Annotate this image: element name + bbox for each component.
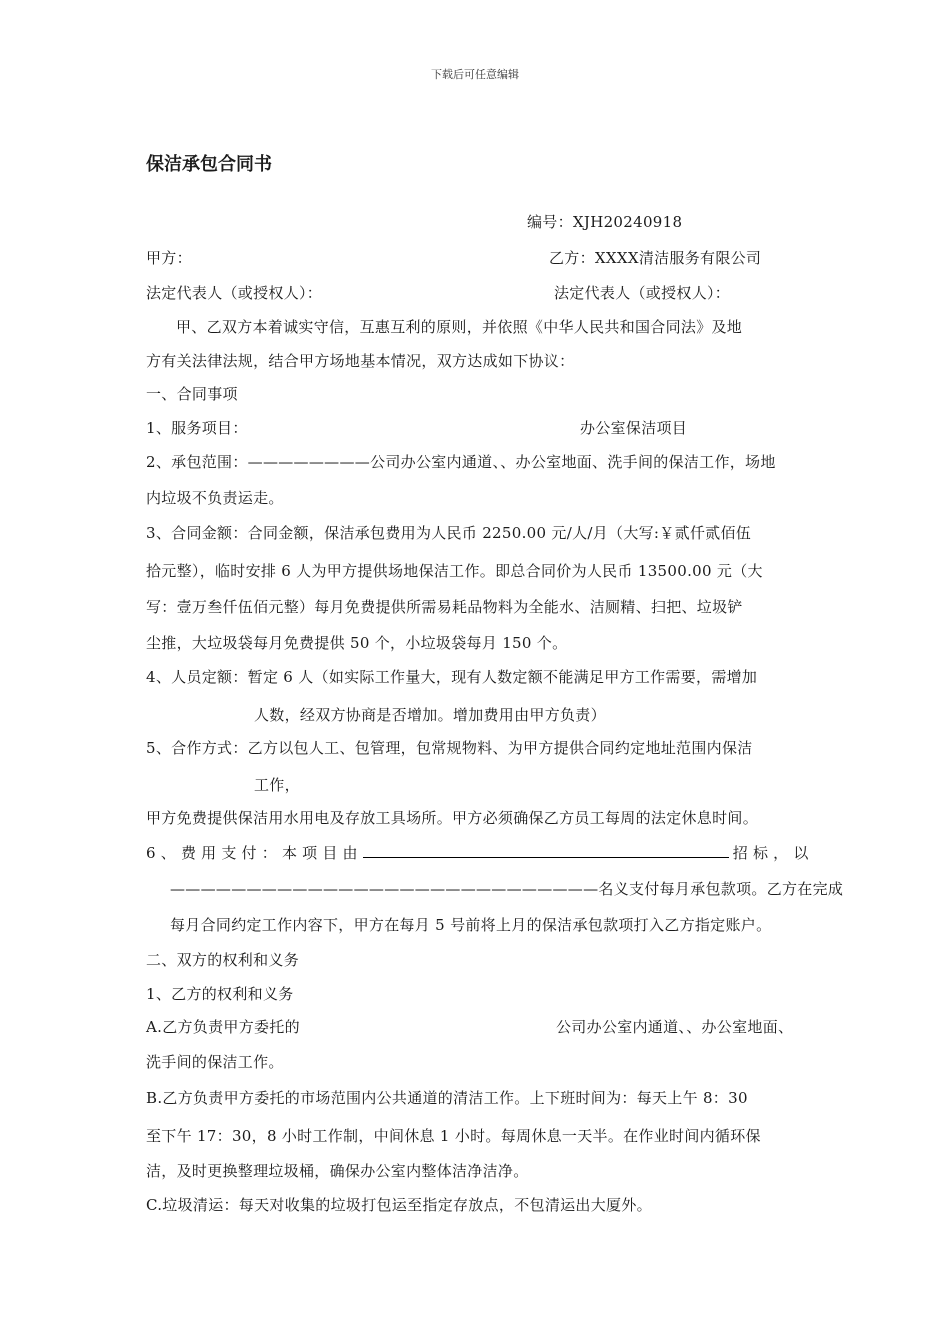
clause-line: 5、合作方式：乙方以包人工、包管理，包常规物料、为甲方提供合同约定地址范围内保洁 — [146, 739, 753, 757]
clause-line: 每月合同约定工作内容下，甲方在每月 5 号前将上月的保洁承包款项打入乙方指定账户。 — [170, 916, 772, 934]
legal-rep-b: 法定代表人（或授权人）： — [554, 284, 731, 302]
intro-line: 甲、乙双方本着诚实守信，互惠互利的原则，并依照《中华人民共和国合同法》及地 — [176, 318, 743, 336]
service-item-value: 办公室保洁项目 — [580, 419, 688, 437]
clause-line: A.乙方负责甲方委托的 — [146, 1018, 300, 1036]
clause-line: 人数，经双方协商是否增加。增加费用由甲方负责） — [254, 706, 606, 724]
clause-line: 甲方免费提供保洁用水用电及存放工具场所。甲方必须确保乙方员工每周的法定休息时间。 — [146, 809, 759, 827]
clause-line: C.垃圾清运：每天对收集的垃圾打包运至指定存放点，不包清运出大厦外。 — [146, 1196, 652, 1214]
payment-clause — [146, 843, 814, 863]
clause-line: 至下午 17：30，8 小时工作制，中间休息 1 小时。每周休息一天半。在作业时间内循环保 — [146, 1127, 761, 1145]
clause-line: 尘推，大垃圾袋每月免费提供 50 个，小垃圾袋每月 150 个。 — [146, 634, 568, 652]
header-note: 下载后可任意编辑 — [431, 68, 519, 81]
clause-line: 3、合同金额：合同金额，保洁承包费用为人民币 2250.00 元/人/月（大写:￥贰仟贰佰伍 — [146, 524, 752, 542]
section-heading: 一、合同事项 — [146, 385, 238, 403]
payment-text: 名义支付每月承包款项。乙方在完成 — [598, 880, 844, 898]
clause-line: B.乙方负责甲方委托的市场范围内公共通道的清洁工作。上下班时间为：每天上午 8：30 — [146, 1089, 748, 1107]
clause-line: 洗手间的保洁工作。 — [146, 1053, 284, 1071]
clause-line: 拾元整），临时安排 6 人为甲方提供场地保洁工作。即总合同价为人民币 13500.00 元（大 — [146, 562, 763, 580]
section-heading: 二、双方的权利和义务 — [146, 951, 300, 969]
page-title: 保洁承包合同书 — [146, 154, 272, 175]
service-item-label: 1、服务项目： — [146, 419, 248, 437]
party-b: 乙方：XXXX清洁服务有限公司 — [549, 249, 762, 267]
payment-clause-line2 — [170, 879, 843, 899]
clause-line: 公司办公室内通道、、办公室地面、 — [556, 1018, 794, 1036]
legal-rep-a: 法定代表人（或授权人）： — [146, 284, 323, 302]
payment-label: 6、费用支付：本项目由 — [146, 844, 363, 862]
clause-line: 工作， — [254, 776, 300, 794]
contract-number: 编号：XJH20240918 — [527, 213, 683, 231]
clause-line: 写：壹万叁仟伍佰元整）每月免费提供所需易耗品物料为全能水、洁厕精、扫把、垃圾铲 — [146, 598, 743, 616]
party-a: 甲方： — [146, 249, 192, 267]
clause-line: 洁，及时更换整理垃圾桶，确保办公室内整体洁净洁净。 — [146, 1162, 529, 1180]
payment-label-end: 招标，以 — [732, 844, 814, 862]
blank-dashes: ———————————————————————————— — [170, 880, 599, 898]
clause-line: 4、人员定额：暂定 6 人（如实际工作量大，现有人数定额不能满足甲方工作需要，需增加 — [146, 668, 758, 686]
clause-line: 内垃圾不负责运走。 — [146, 489, 284, 507]
clause-line: 2、承包范围：————————公司办公室内通道、、办公室地面、洗手间的保洁工作，场地 — [146, 453, 776, 471]
intro-line: 方有关法律法规，结合甲方场地基本情况，双方达成如下协议： — [146, 352, 575, 370]
blank-field — [363, 843, 729, 858]
subsection-heading: 1、乙方的权利和义务 — [146, 985, 294, 1003]
